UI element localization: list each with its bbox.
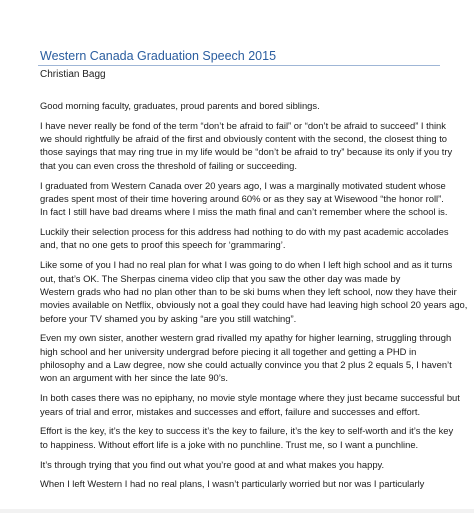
paragraph — [40, 391, 460, 418]
text-line: years of trial and error, mistakes and successes and effort, failure and successes and effort. — [40, 405, 421, 417]
text-line: out, that’s OK. The Sherpas cinema video clip that you saw the other day was made by — [40, 272, 401, 284]
text-line: In both cases there was no epiphany, no movie style montage where they just became successful but — [40, 392, 460, 404]
text-line: high school and her university undergrad before piecing it all together and getting a PHD in — [40, 345, 417, 357]
text-line: before your TV shamed you by asking “are you still watching”. — [40, 312, 297, 324]
text-line: In fact I still have bad dreams where I miss the math final and can’t remember where the school is. — [40, 206, 448, 218]
page-bottom-edge — [0, 509, 474, 513]
text-line: won an argument with her since the late 90’s. — [40, 372, 228, 384]
paragraph — [40, 458, 450, 471]
paragraph — [40, 424, 454, 451]
text-line: Luckily their selection process for this address had nothing to do with my past academic accolades — [40, 226, 449, 238]
text-line: Like some of you I had no real plan for what I was going to do when I left high school and as it turns — [40, 259, 453, 271]
paragraph — [40, 331, 450, 384]
paragraph — [40, 99, 450, 112]
paragraph — [40, 225, 450, 252]
text-line: I have never really be fond of the term “don’t be afraid to fail” or “don’t be afraid to succeed” I think — [40, 119, 446, 131]
text-line: to happiness. Without effort life is a joke with no punchline. Trust me, so I want a punchline. — [40, 438, 419, 450]
text-line: When I left Western I had no real plans, I wasn’t particularly worried but nor was I particularly — [40, 478, 425, 490]
text-line: Good morning faculty, graduates, proud parents and bored siblings. — [40, 100, 320, 111]
text-line: grades spent most of their time hovering around 60% or as they say at Wisewood “the honor roll”. — [40, 192, 444, 204]
text-line: we should rightfully be afraid of the first and obviously content with the second, the closest thing to — [40, 133, 448, 145]
text-line: that you can even cross the threshold of failing or succeeding. — [40, 159, 297, 171]
paragraph — [40, 477, 450, 490]
text-line: I graduated from Western Canada over 20 years ago, I was a marginally motivated student whose — [40, 179, 446, 191]
text-line: those sayings that may ring true in my life would be “don’t be afraid to try” because its only if you try — [40, 146, 453, 158]
text-line: philosophy and a Law degree, now she could actually convince you that 2 plus 2 equals 5, I haven’t — [40, 359, 452, 371]
text-line: Western grads who had no plan other than to be ski bums when they left school, now they have their — [40, 285, 457, 297]
text-line: and, that no one gets to proof this speech for ‘grammaring’. — [40, 239, 286, 251]
speech-body — [40, 99, 468, 497]
text-line: Even my own sister, another western grad rivalled my apathy for higher learning, struggling through — [40, 332, 452, 344]
document-title: Western Canada Graduation Speech 2015 — [40, 49, 277, 63]
text-line: Effort is the key, it’s the key to success it’s the key to failure, it’s the key to self-worth and it’s the key — [40, 425, 454, 437]
text-line: It’s through trying that you find out what you’re good at and what makes you happy. — [40, 458, 385, 470]
title-underline — [38, 65, 440, 66]
author-name: Christian Bagg — [40, 69, 106, 80]
text-line: movies available on Netflix, obviously not a goal they could have had leaving high school 20 years ago, — [40, 299, 468, 311]
paragraph — [40, 119, 453, 172]
paragraph — [40, 179, 450, 219]
paragraph — [40, 258, 468, 324]
